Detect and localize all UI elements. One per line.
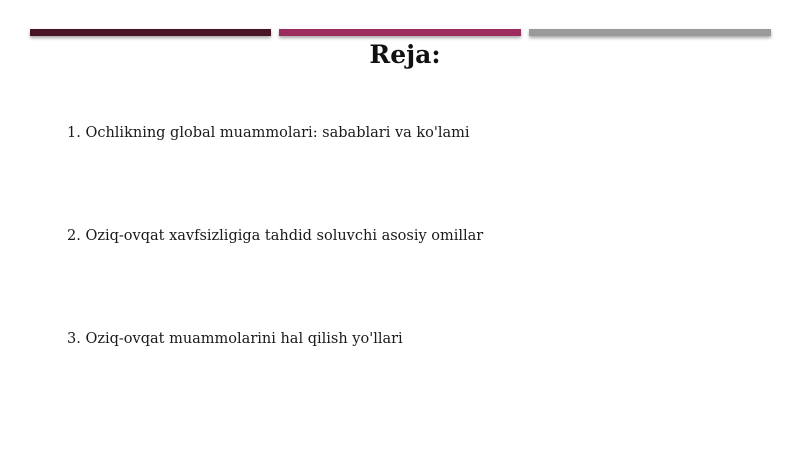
header-bar-gray (529, 29, 771, 36)
header-bar-magenta (279, 29, 521, 36)
slide-title: Reja: (369, 40, 441, 69)
plan-item-3: 3. Oziq-ovqat muammolarini hal qilish yo'llari (67, 331, 403, 347)
plan-item-1: 1. Ochlikning global muammolari: sabablari va ko'lami (67, 125, 470, 141)
plan-item-2: 2. Oziq-ovqat xavfsizligiga tahdid soluvchi asosiy omillar (67, 228, 484, 244)
header-bars (30, 29, 771, 37)
header-bar-dark (30, 29, 271, 36)
